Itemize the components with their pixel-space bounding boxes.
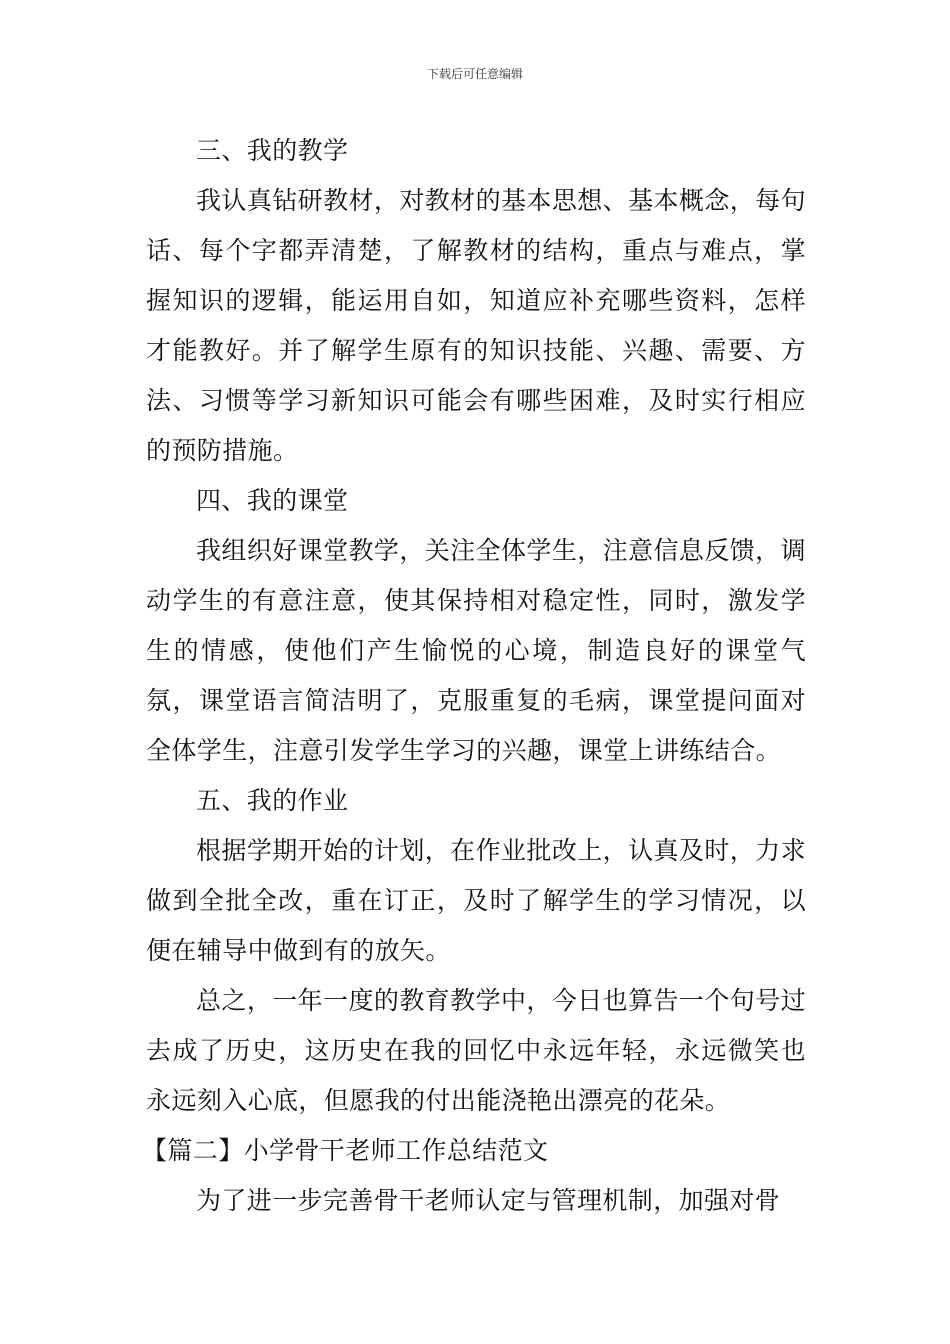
paragraph-part-two-intro: 为了进一步完善骨干老师认定与管理机制，加强对骨 — [196, 1186, 781, 1215]
document-body — [142, 126, 806, 1226]
paragraph-classroom: 我组织好课堂教学，关注全体学生，注意信息反馈，调动学生的有意注意，使其保持相对稳定性，同时，激发学生的情感，使他们产生愉悦的心境，制造良好的课堂气氛，课堂语言简洁明了，克服重复的毛病，课堂提问面对全体学生，注意引发学生学习的兴趣，课堂上讲练结合。 — [146, 536, 806, 765]
section-title-homework: 五、我的作业 — [196, 786, 349, 815]
article-title-part-two: 【篇二】小学骨干老师工作总结范文 — [142, 1136, 549, 1165]
section-title-teaching: 三、我的教学 — [196, 136, 349, 165]
paragraph-homework: 根据学期开始的计划，在作业批改上，认真及时，力求做到全批全改，重在订正，及时了解学生的学习情况，以便在辅导中做到有的放矢。 — [146, 836, 806, 965]
header-note: 下载后可任意编辑 — [426, 67, 523, 81]
section-title-classroom: 四、我的课堂 — [196, 486, 349, 515]
paragraph-summary: 总之，一年一度的教育教学中，今日也算告一个句号过去成了历史，这历史在我的回忆中永远年轻，永远微笑也永远刻入心底，但愿我的付出能浇艳出漂亮的花朵。 — [146, 986, 806, 1115]
paragraph-teaching: 我认真钻研教材，对教材的基本思想、基本概念，每句话、每个字都弄清楚，了解教材的结构，重点与难点，掌握知识的逻辑，能运用自如，知道应补充哪些资料，怎样才能教好。并了解学生原有的知识技能、兴趣、需要、方法、习惯等学习新知识可能会有哪些困难，及时实行相应的预防措施。 — [146, 186, 806, 465]
